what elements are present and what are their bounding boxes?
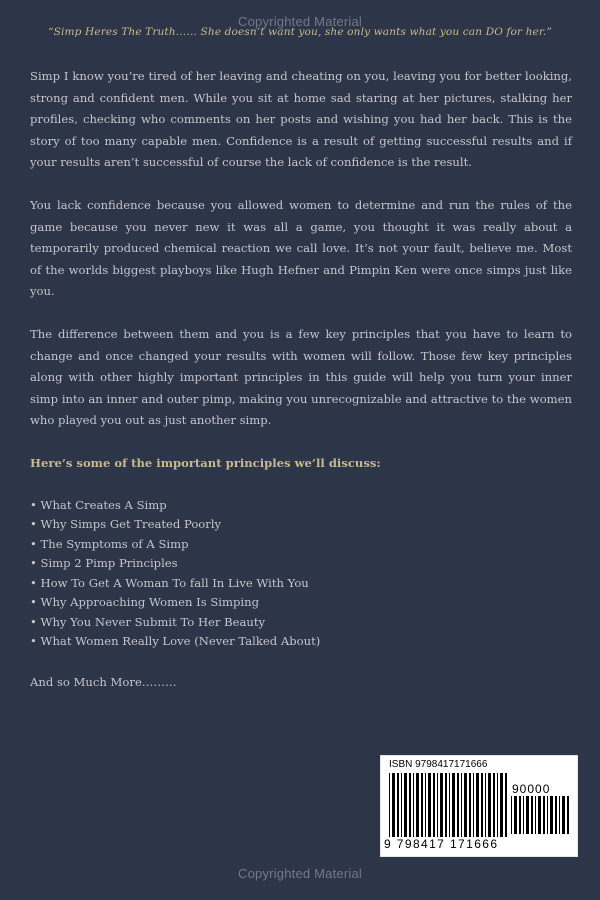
closing-line: And so Much More……… — [30, 674, 177, 689]
barcode-bar — [543, 796, 545, 834]
barcode-bar — [550, 796, 553, 834]
barcode-bar — [421, 773, 423, 837]
barcode-bar — [485, 773, 486, 837]
barcode-bar — [488, 773, 491, 837]
barcode-bar — [535, 796, 536, 834]
barcode-bar — [526, 796, 529, 834]
barcode-bar — [559, 796, 560, 834]
barcode-bar — [538, 796, 541, 834]
paragraph-3: The difference between them and you is a few key principles that you have to learn to change and once changed your results with women will follow. Those few key principles along with other highly important principles in this guide will help you turn your inner simp into an inner and outer pimp, making you unrecognizable and attractive to the women who played you out as just another simp. — [30, 326, 572, 428]
barcode-bar — [433, 773, 435, 837]
barcode-bar — [500, 773, 503, 837]
list-item: • Why Approaching Women Is Simping — [30, 595, 260, 609]
principles-list — [30, 496, 572, 652]
list-item: • What Creates A Simp — [30, 497, 167, 512]
list-item: • Simp 2 Pimp Principles — [30, 556, 178, 570]
list-item: • The Symptoms of A Simp — [30, 536, 189, 551]
barcode-bar — [567, 796, 569, 834]
barcode-bar — [562, 796, 565, 834]
isbn-digits: 9 798417 171666 — [384, 837, 499, 851]
barcode-bar — [437, 773, 438, 837]
barcode-bar — [493, 773, 495, 837]
barcode-bar — [497, 773, 498, 837]
paragraph-2: You lack confidence because you allowed women to determine and run the rules of the game because you never new it was all a game, you thought it was really about a temporarily produced chemical reaction we call love. It’s not your fault, believe me. Most of the worlds biggest playboys like Hugh Hefner and Pimpin Ken were once simps just like you. — [30, 197, 572, 299]
back-cover-text — [30, 66, 572, 714]
barcode-bar — [473, 773, 474, 837]
barcode-bar — [397, 773, 399, 837]
barcode-bar — [440, 773, 443, 837]
price-barcode-bars — [511, 796, 569, 834]
price-code: 90000 — [512, 782, 551, 796]
barcode-bar — [389, 773, 390, 837]
tagline-quote: “Simp Heres The Truth…… She doesn’t want you, she only wants what you can DO for her.” — [48, 26, 552, 38]
barcode-bar — [401, 773, 402, 837]
barcode-bar — [413, 773, 414, 837]
isbn-barcode — [380, 755, 578, 857]
copyright-watermark-top: Copyrighted Material — [238, 14, 362, 29]
barcode-bars — [389, 773, 507, 837]
barcode-bar — [505, 773, 507, 837]
barcode-bar — [404, 773, 407, 837]
barcode-bar — [469, 773, 471, 837]
barcode-bar — [531, 796, 533, 834]
barcode-bar — [523, 796, 524, 834]
list-item: • How To Get A Woman To fall In Live With You — [30, 575, 309, 590]
paragraph-1: Simp I know you’re tired of her leaving and cheating on you, leaving you for better looking, strong and confident men. While you sit at home sad staring at her pictures, stalking her profiles, checking who comments on her posts and wishing you had her back. This is the story of too many capable men. Confidence is a result of getting successful results and if your results aren’t successful of course the lack of confidence is the result. — [30, 69, 572, 170]
barcode-bar — [416, 773, 419, 837]
barcode-bar — [547, 796, 548, 834]
list-item: • What Women Really Love (Never Talked About) — [30, 634, 321, 648]
barcode-bar — [519, 796, 521, 834]
barcode-bar — [392, 773, 395, 837]
barcode-bar — [445, 773, 447, 837]
list-item: • Why You Never Submit To Her Beauty — [30, 614, 266, 629]
barcode-bar — [452, 773, 455, 837]
barcode-bar — [461, 773, 462, 837]
principles-heading: Here’s some of the important principles we’ll discuss: — [30, 455, 381, 470]
barcode-bar — [555, 796, 557, 834]
barcode-bar — [476, 773, 479, 837]
barcode-bar — [425, 773, 426, 837]
barcode-bar — [449, 773, 450, 837]
barcode-bar — [511, 796, 512, 834]
barcode-bar — [514, 796, 517, 834]
barcode-bar — [457, 773, 459, 837]
isbn-label: ISBN 9798417171666 — [389, 759, 488, 770]
barcode-bar — [481, 773, 483, 837]
list-item: • Why Simps Get Treated Poorly — [30, 517, 222, 531]
copyright-watermark-bottom: Copyrighted Material — [238, 866, 362, 881]
barcode-bar — [409, 773, 411, 837]
barcode-bar — [428, 773, 431, 837]
barcode-bar — [464, 773, 467, 837]
